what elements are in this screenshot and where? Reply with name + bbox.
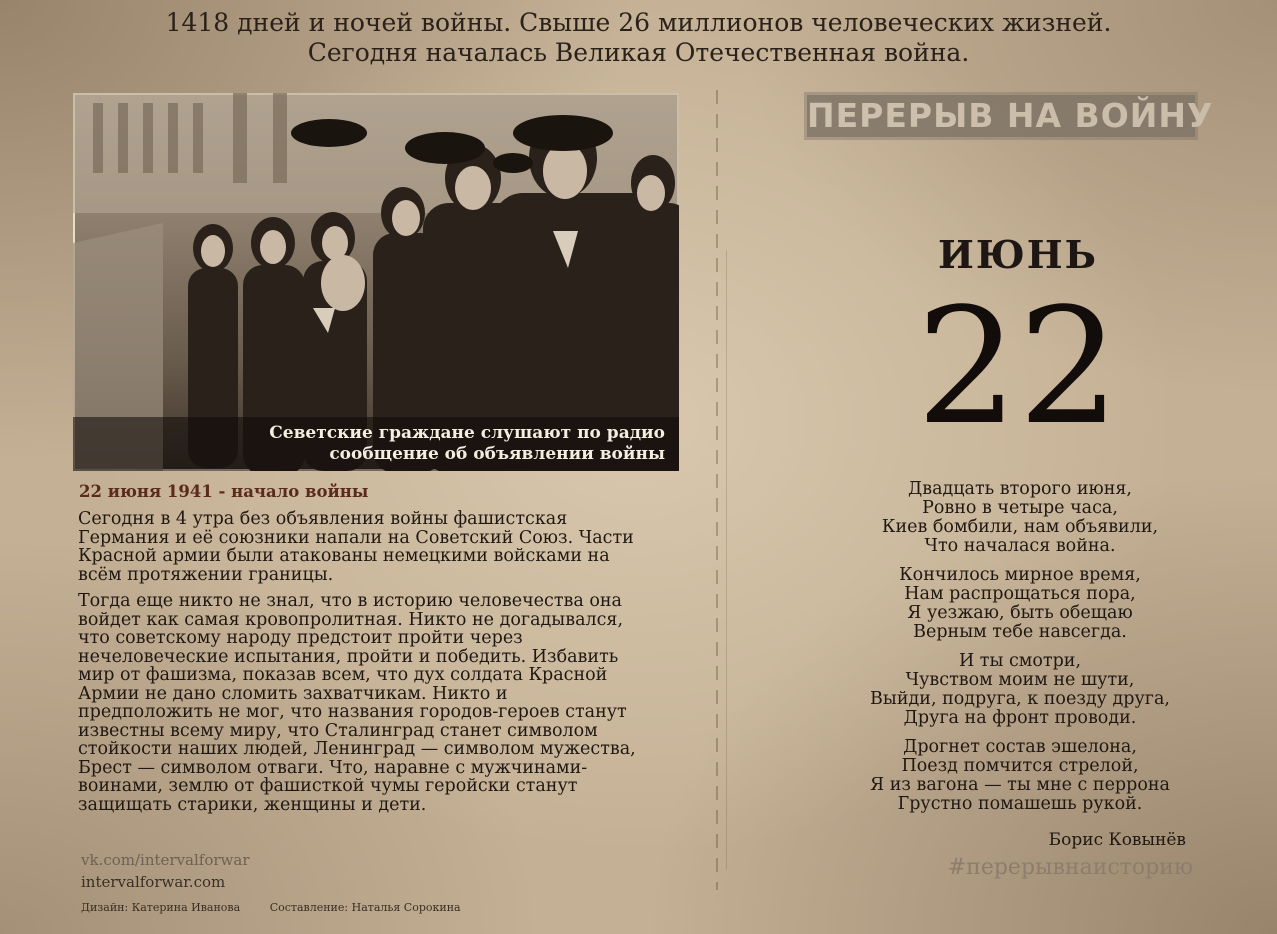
text-line: Тогда еще никто не знал, что в историю человечества она (78, 591, 622, 611)
historic-photo (73, 93, 679, 471)
poem-line: Дрогнет состав эшелона, (903, 737, 1137, 757)
text-line: нечеловеческие испытания, пройти и победить. Избавить (78, 646, 619, 667)
vk-link[interactable]: vk.com/intervalforwar (81, 851, 250, 869)
text-line: Германия и её союзники напали на Советский Союз. Части (78, 527, 634, 548)
poem-line: Верным тебе навсегда. (913, 622, 1127, 642)
text-line: воинами, землю от фашисткой чумы геройски станут (78, 776, 578, 796)
header-line-1: 1418 дней и ночей войны. Свыше 26 миллионов человеческих жизней. (165, 8, 1112, 37)
poem-author: Борис Ковынёв (1048, 830, 1186, 850)
compiled-credit: Составление: Наталья Сорокина (269, 901, 461, 914)
poem-stanza (805, 480, 1235, 556)
text-line: Армии не дано сломить захватчикам. Никто и (78, 683, 508, 704)
poem-line: Грустно помашешь рукой. (897, 794, 1143, 814)
poem-line: Поезд помчится стрелой, (901, 756, 1139, 776)
text-line: войдет как самая кровопролитная. Никто не догадывался, (78, 609, 624, 630)
paper-fold-line (716, 90, 718, 890)
caption-line-1: Севетские граждане слушают по радио (269, 423, 665, 443)
text-line: предположить не мог, что названия городов-героев станут (78, 702, 627, 722)
text-line: известны всему миру, что Сталинград станет символом (78, 720, 598, 741)
poem-line: Выйди, подруга, к поезду друга, (870, 689, 1170, 709)
text-line: Красной армии были атакованы немецкими войсками на (78, 546, 610, 566)
poem-line: Друга на фронт проводи. (903, 708, 1137, 728)
header-line-2: Сегодня началась Великая Отечественная война. (307, 38, 970, 67)
text-line: мир от фашизма, показав всем, что дух солдата Красной (78, 665, 608, 685)
text-line: Брест — символом отваги. Что, наравне с мужчинами- (78, 757, 588, 778)
caption-line-2: сообщение об объявлении войны (329, 444, 665, 464)
article-paragraph-2 (78, 592, 688, 814)
poem-line: Киев бомбили, нам объявили, (881, 517, 1159, 537)
poem-line: Нам распрощаться пора, (904, 584, 1136, 604)
paper-crease (726, 250, 727, 870)
text-line: что советскому народу предстоит пройти через (78, 628, 523, 648)
calendar-day: 22 (916, 273, 1120, 460)
project-stamp: ПЕРЕРЫВ НА ВОЙНУ (807, 96, 1214, 135)
text-line: защищать старики, женщины и дети. (78, 794, 427, 815)
design-credit: Дизайн: Катерина Иванова (81, 901, 241, 914)
poem-line: Я из вагона — ты мне с перрона (870, 775, 1170, 795)
poem-line: Что началася война. (924, 536, 1116, 556)
poem (805, 480, 1235, 824)
credits (81, 901, 487, 914)
poem-line: Чувством моим не шути, (905, 670, 1135, 690)
poem-line: Я уезжаю, быть обещаю (907, 603, 1133, 623)
page-header (0, 8, 1277, 68)
article-body (78, 510, 688, 822)
poem-stanza (805, 652, 1235, 728)
photo-caption (269, 423, 665, 465)
text-line: стойкости наших людей, Ленинград — символом мужества, (78, 739, 636, 759)
crowd-illustration (73, 93, 679, 471)
hashtag[interactable]: #перерывнаисторию (947, 855, 1193, 880)
text-line: Сегодня в 4 утра без объявления войны фашистская (78, 509, 568, 529)
poem-line: Ровно в четыре часа, (922, 498, 1118, 518)
poem-stanza (805, 566, 1235, 642)
source-links (81, 849, 250, 893)
site-link[interactable]: intervalforwar.com (81, 873, 226, 891)
text-line: всём протяжении границы. (78, 564, 334, 585)
poem-stanza (805, 738, 1235, 814)
article-subtitle: 22 июня 1941 - начало войны (79, 482, 369, 501)
calendar-month: ИЮНЬ (937, 232, 1099, 277)
poem-line: Двадцать второго июня, (908, 479, 1132, 499)
poem-line: Кончилось мирное время, (899, 565, 1141, 585)
article-paragraph-1 (78, 510, 688, 584)
poem-line: И ты смотри, (958, 651, 1082, 671)
